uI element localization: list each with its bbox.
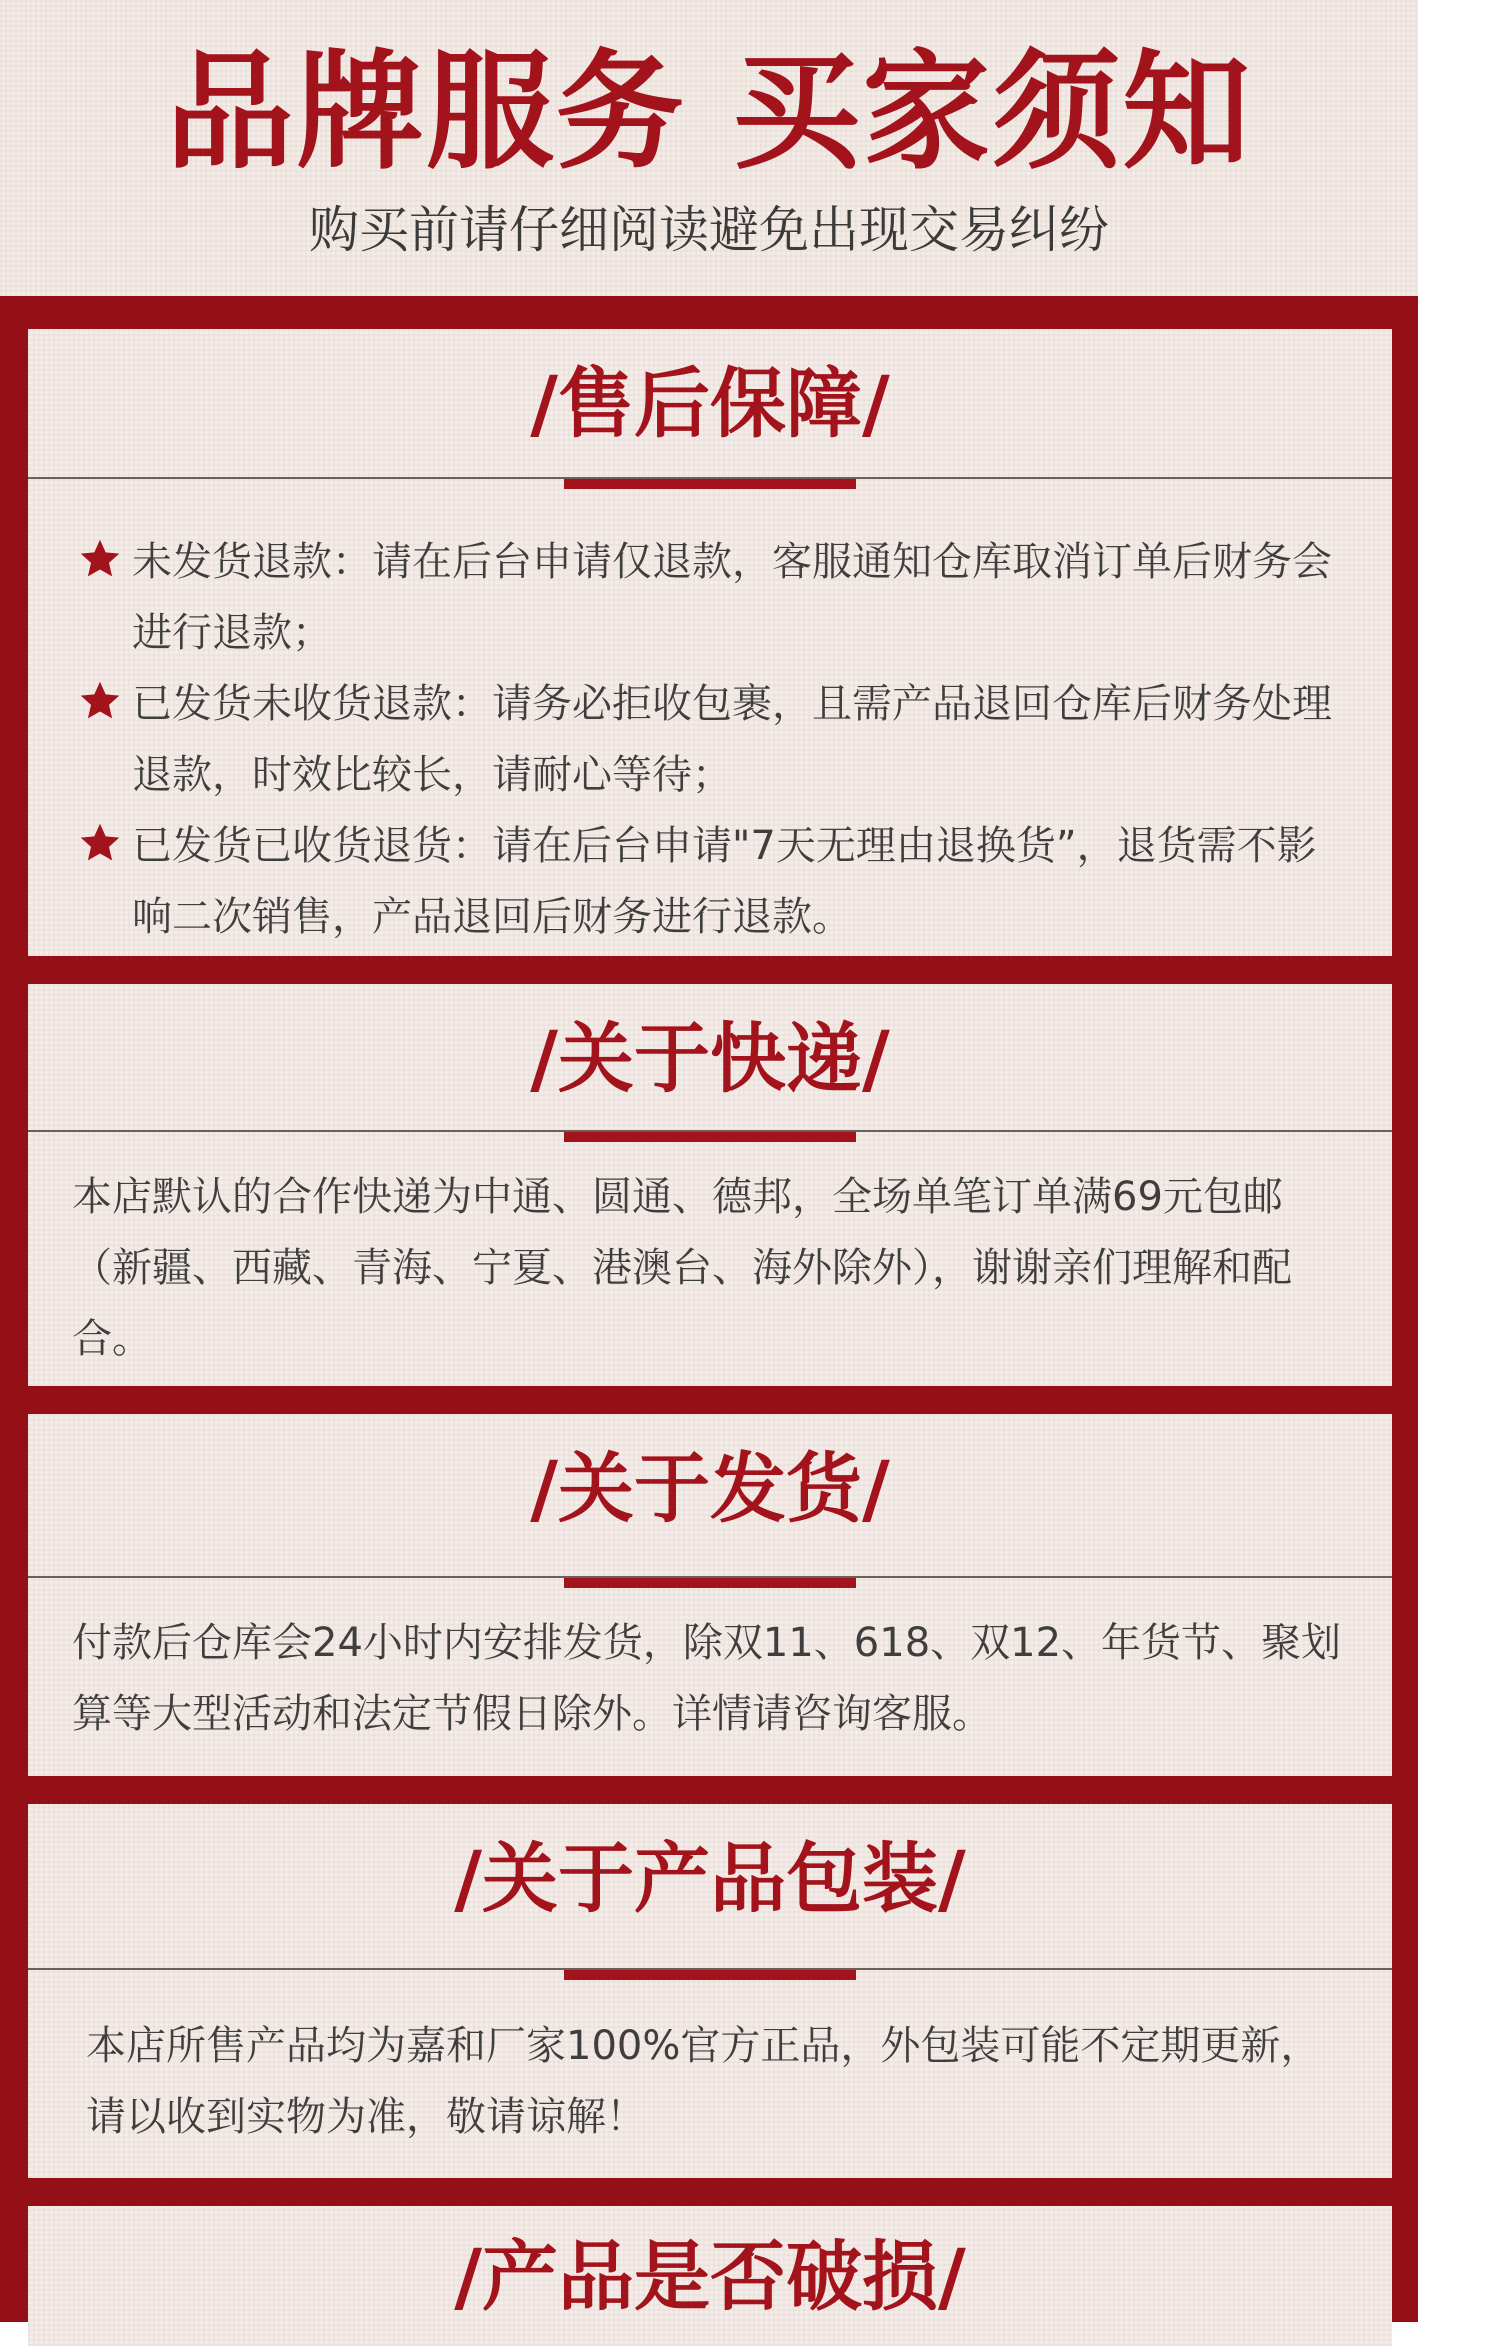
section-after-sales bbox=[28, 329, 1392, 956]
page-subtitle: 购买前请仔细阅读避免出现交易纠纷 bbox=[309, 201, 1109, 259]
section-packaging bbox=[28, 1804, 1392, 2178]
title-underline bbox=[564, 1970, 856, 1980]
page-title: 品牌服务 买家须知 bbox=[165, 38, 1253, 187]
section-body: 本店所售产品均为嘉和厂家100%官方正品，外包装可能不定期更新，请以收到实物为准，敬请谅解！ bbox=[86, 2023, 1321, 2140]
section-title: /产品是否破损/ bbox=[454, 2232, 966, 2321]
list-item-text: 已发货未收货退款：请务必拒收包裹，且需产品退回仓库后财务处理退款，时效比较长，请耐心等待； bbox=[132, 681, 1332, 798]
list-item-text: 未发货退款：请在后台申请仅退款，客服通知仓库取消订单后财务会进行退款； bbox=[132, 539, 1332, 656]
list-item bbox=[78, 669, 1356, 811]
title-underline bbox=[564, 1578, 856, 1588]
title-underline bbox=[564, 1132, 856, 1142]
notice-frame bbox=[0, 296, 1418, 2322]
star-icon bbox=[78, 679, 122, 723]
section-shipping bbox=[28, 1414, 1392, 1776]
list-item-text: 已发货已收货退货：请在后台申请"7天无理由退换货”，退货需不影响二次销售，产品退回后财务进行退款。 bbox=[132, 823, 1317, 940]
title-underline bbox=[564, 479, 856, 489]
section-damage bbox=[28, 2206, 1392, 2346]
star-icon bbox=[78, 537, 122, 581]
section-title: /关于快递/ bbox=[530, 1014, 890, 1103]
section-title: /售后保障/ bbox=[530, 359, 890, 448]
after-sales-list bbox=[78, 527, 1356, 953]
list-item bbox=[78, 811, 1356, 953]
section-express bbox=[28, 984, 1392, 1386]
section-title: /关于发货/ bbox=[530, 1444, 890, 1533]
section-title: /关于产品包装/ bbox=[454, 1834, 966, 1923]
list-item bbox=[78, 527, 1356, 669]
section-body: 本店默认的合作快递为中通、圆通、德邦，全场单笔订单满69元包邮（新疆、西藏、青海、宁夏、港澳台、海外除外），谢谢亲们理解和配合。 bbox=[72, 1174, 1292, 1362]
section-body: 付款后仓库会24小时内安排发货，除双11、618、双12、年货节、聚划算等大型活动和法定节假日除外。详情请咨询客服。 bbox=[72, 1620, 1342, 1737]
star-icon bbox=[78, 821, 122, 865]
